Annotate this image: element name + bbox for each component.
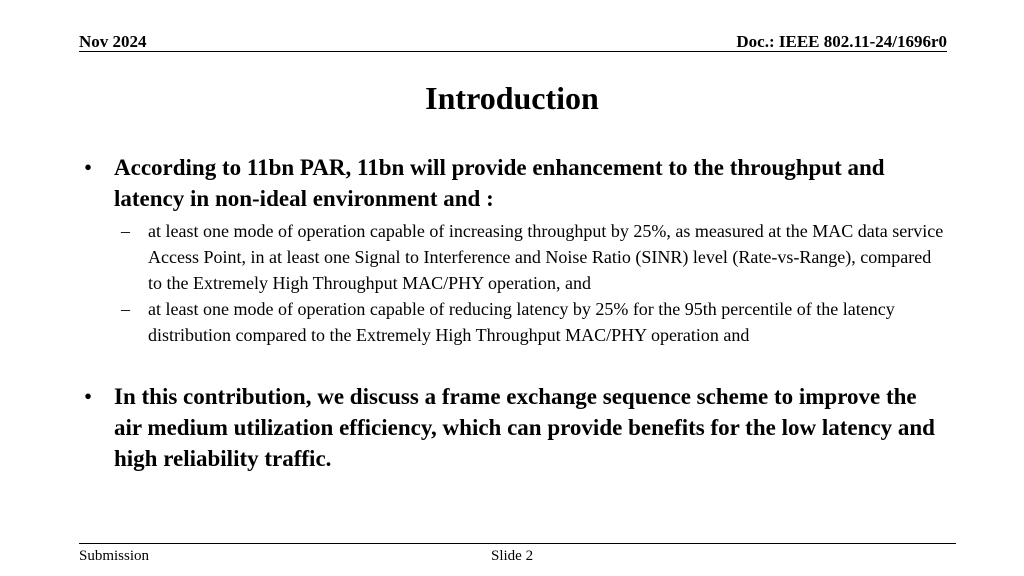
bullet-marker: • bbox=[84, 155, 93, 180]
sub-bullet-item bbox=[79, 218, 947, 296]
footer-divider bbox=[79, 543, 956, 544]
bullet-item bbox=[79, 381, 947, 474]
slide-title: Introduction bbox=[425, 80, 599, 116]
header-date: Nov 2024 bbox=[79, 32, 147, 51]
sub-bullet-marker: – bbox=[121, 221, 130, 241]
slide-body bbox=[79, 152, 947, 474]
sub-bullet-text: at least one mode of operation capable of increasing throughput by 25%, as measured at the MAC data service Access Point, in at least one Signal to Interference and Noise Ratio (SINR) level (Rate-vs-Range), compared to the Extremely High Throughput MAC/PHY operation, and bbox=[148, 221, 944, 293]
sub-bullet-text: at least one mode of operation capable of reducing latency by 25% for the 95th percentile of the latency distribution compared to the Extremely High Throughput MAC/PHY operation and bbox=[148, 299, 895, 345]
footer-submission: Submission bbox=[79, 548, 150, 564]
spacer bbox=[79, 348, 947, 381]
bullet-text: In this contribution, we discuss a frame exchange sequence scheme to improve the air medium utilization efficiency, which can provide benefits for the low latency and high reliability traffic. bbox=[114, 384, 935, 471]
header-divider bbox=[79, 51, 947, 52]
bullet-marker: • bbox=[84, 384, 93, 409]
bullet-text: According to 11bn PAR, 11bn will provide enhancement to the throughput and latency in non-ideal environment and : bbox=[114, 155, 885, 211]
sub-bullet-item bbox=[79, 296, 947, 348]
header-doc-number: Doc.: IEEE 802.11-24/1696r0 bbox=[736, 32, 947, 51]
sub-bullet-marker: – bbox=[121, 299, 130, 319]
footer-slide-number: Slide 2 bbox=[491, 548, 534, 564]
bullet-item bbox=[79, 152, 947, 214]
